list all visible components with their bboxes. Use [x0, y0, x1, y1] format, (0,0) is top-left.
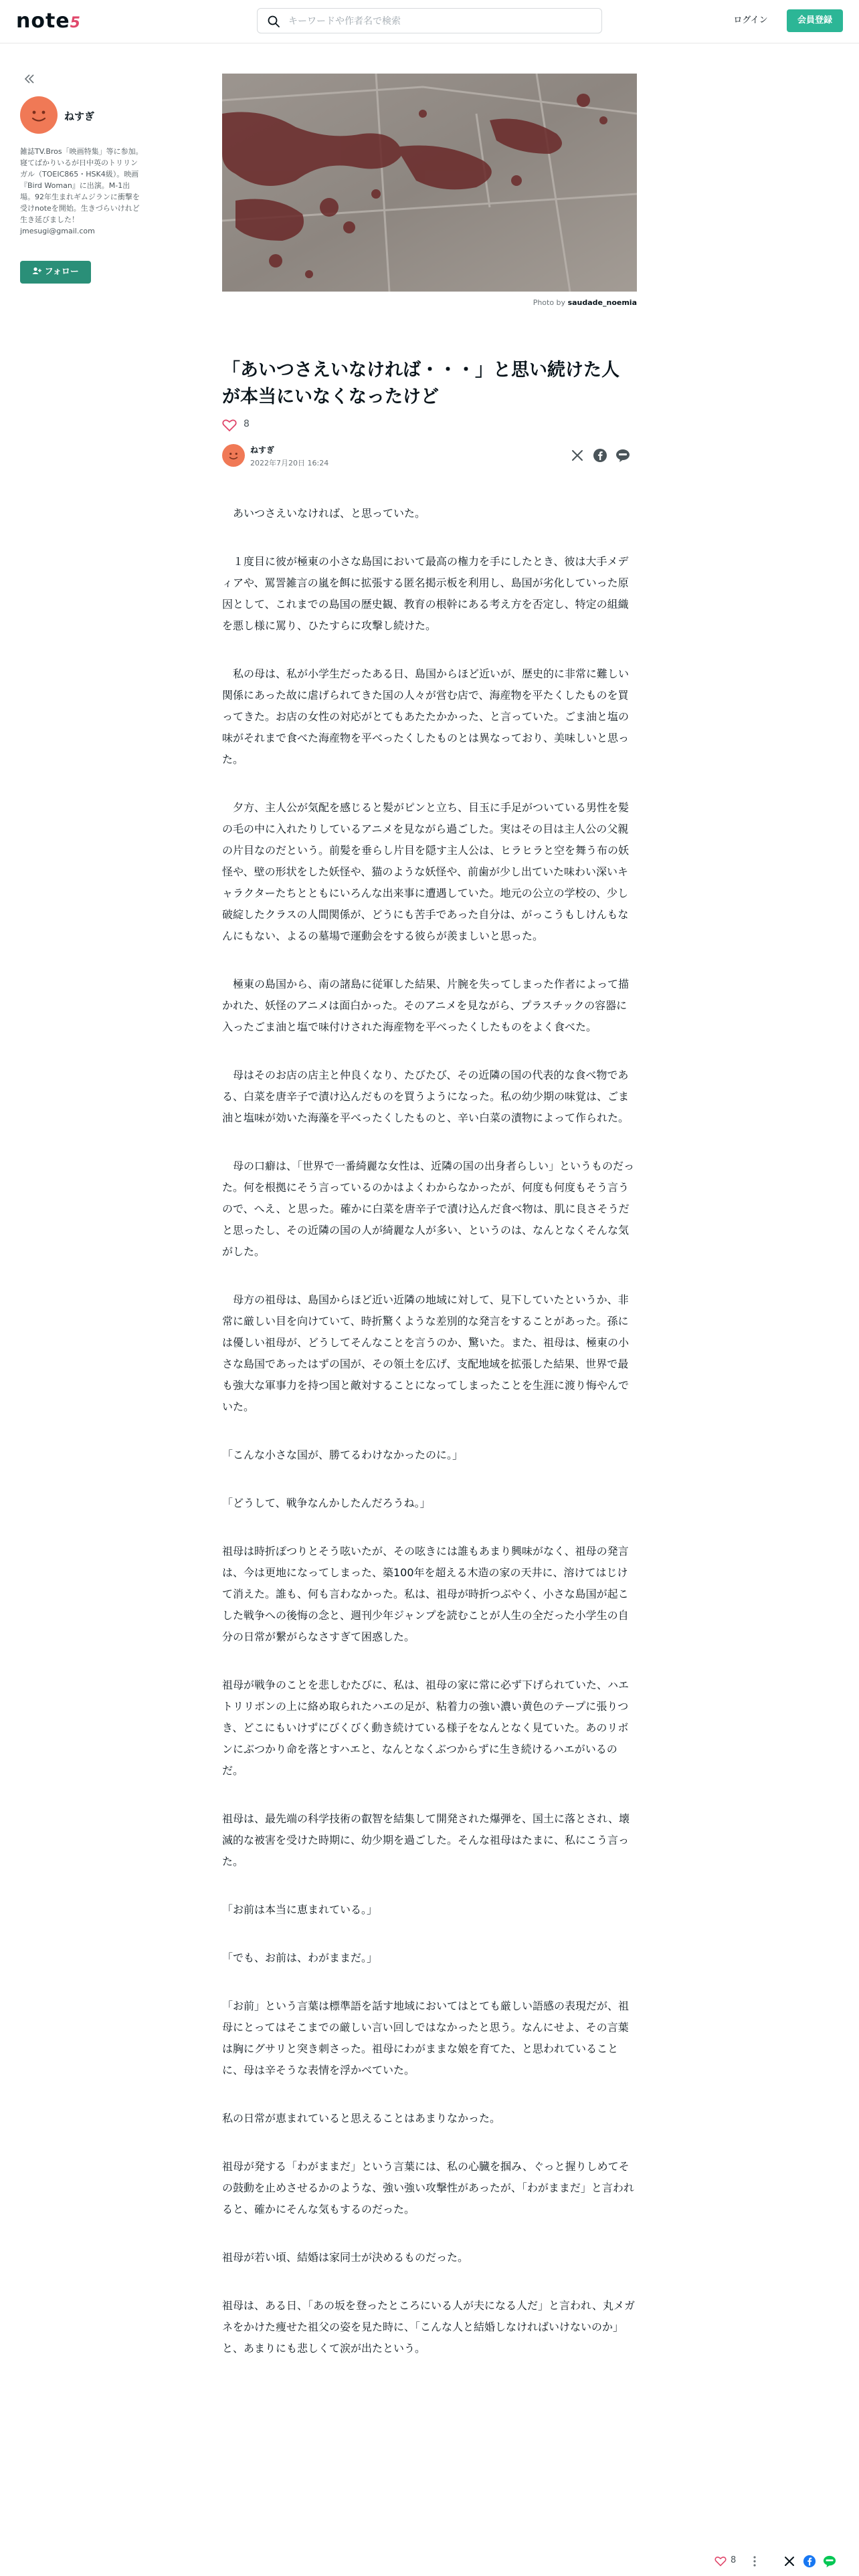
article-paragraph: 祖母が戦争のことを悲しむたびに、私は、祖母の家に常に必ず下げられていた、ハエトリリボンの上に絡め取られたハエの足が、粘着力の強い濃い黄色のテープに張りつき、どこにもいけずにびくびく動き続けている様子をなんとなく見ていた。あのリボンにぶつかり命を落とすハエと、なんとなくぶつからずに生き続けるハエがいるのだ。 [222, 1679, 630, 1777]
photo-credit-name[interactable]: saudade_noemia [567, 298, 637, 307]
search-input[interactable] [287, 13, 584, 30]
meta-author-name[interactable]: ねすぎ [250, 445, 275, 455]
sidebar-author-name[interactable]: ねすぎ [64, 110, 95, 122]
floating-x-share-icon[interactable] [783, 2555, 796, 2568]
article-title: 「あいつさえいなければ・・・」と思い続けた人が本当にいなくなったけど [222, 360, 619, 407]
article-paragraph: 祖母が発する「わがままだ」という言葉には、私の心臓を掴み、ぐっと握りしめてその鼓動を止めさせるかのような、強い強い攻撃性があったが、「わがままだ」と言われると、確かにそんな気もするのだった。 [222, 2160, 634, 2216]
photo-credit [401, 298, 637, 307]
signup-button[interactable]: 会員登録 [787, 9, 843, 32]
logo-anniversary-mark: 5 [70, 15, 81, 31]
photo-credit-prefix: Photo by [533, 298, 566, 307]
article-paragraph: １度目に彼が極東の小さな島国において最高の権力を手にしたとき、彼は大手メディアや、罵詈雑言の嵐を餌に拡張する匿名掲示板を利用し、島国が劣化していった原因として、これまでの島国の歴史観、教育の根幹にある考え方を否定し、特定の組織を悪し様に罵り、ひたすらに攻撃し続けた。 [222, 555, 629, 632]
article-paragraph: 「こんな小さな国が、勝てるわけなかったのに。」 [222, 1448, 464, 1461]
article-paragraph: 私の日常が恵まれていると思えることはあまりなかった。 [222, 2112, 501, 2125]
article-paragraph: 母はそのお店の店主と仲良くなり、たびたび、その近隣の国の代表的な食べ物である、白菜を唐辛子で漬け込んだものを買うようになった。私の幼少期の味覚は、ごま油と塩味が効いた海藻を平べったくしたものと、辛い白菜の漬物によって作られた。 [222, 1069, 630, 1124]
article-paragraph: 夕方、主人公が気配を感じると髪がピンと立ち、目玉に手足がついている男性を髪の毛の中に入れたりしているアニメを見ながら過ごした。実はその目は主人公の父親の片目なのだという。前髪を垂らし片目を隠す主人公は、ヒラヒラと空を舞う布の妖怪や、壁の形状をした妖怪や、猫のような妖怪や、前歯が少し出ていた味わい深いキャラクターたちとともにいろんな出来事に遭遇していた。地元の公立の学校の、少し破綻したクラスの人間関係が、どうにも苦手であった自分は、がっこうもしけんもなんにもない、よるの墓場で運動会をする彼らが羨ましいと思った。 [222, 801, 630, 942]
floating-heart-icon[interactable] [714, 2556, 727, 2567]
article-body [222, 503, 637, 2386]
login-button[interactable]: ログイン [733, 15, 768, 25]
author-avatar[interactable] [20, 96, 58, 134]
follow-button[interactable] [20, 261, 91, 284]
x-share-icon[interactable] [570, 448, 585, 463]
note-logo[interactable] [16, 9, 81, 33]
floating-like-count: 8 [731, 2555, 737, 2565]
article-paragraph: あいつさえいなければ、と思っていた。 [222, 507, 426, 520]
floating-action-bar [708, 2548, 859, 2575]
article-paragraph: 母方の祖母は、島国からほど近い近隣の地域に対して、見下していたというか、非常に厳しい目を向けていて、時折驚くような差別的な発言をすることがあった。孫には優しい祖母が、どうしてそんなことを言うのか、驚いた。また、祖母は、極東の小さな島国であったはずの国が、その領土を広げ、支配地域を拡張した結果、世界で最も強大な軍事力を持つ国と敵対することになってしまったことを生涯に渡り悔やんでいた。 [222, 1293, 630, 1413]
article-paragraph: 祖母が若い頃、結婚は家同士が決めるものだった。 [222, 2251, 469, 2264]
article-paragraph: 「お前」という言葉は標準語を話す地域においてはとても厳しい語感の表現だが、祖母にとってはそこまでの厳しい言い回しではなかったと思う。なんにせよ、その言葉は胸にグサリと突き刺さった。祖母にわがままな娘を育てた、と思われていることに、母は辛そうな表情を浮かべていた。 [222, 2000, 630, 2076]
floating-facebook-share-icon[interactable] [803, 2555, 816, 2568]
article-paragraph: 祖母は、最先端の科学技術の叡智を結集して開発された爆弾を、国土に落とされ、壊滅的な被害を受けた時期に、幼少期を過ごした。そんな祖母はたまに、私にこう言った。 [222, 1812, 630, 1868]
hero-image [222, 74, 637, 292]
article-paragraph: 祖母は、ある日、「あの坂を登ったところにいる人が夫になる人だ」と言われ、丸メガネをかけた痩せた祖父の姿を見た時に、「こんな人と結婚しなければいけないのか」と、あまりにも悲しくて涙が出たという。 [222, 2299, 635, 2355]
avatar-face-icon [222, 444, 245, 467]
article-paragraph: 私の母は、私が小学生だったある日、島国からほど近いが、歴史的に非常に難しい関係にあった故に虐げられてきた国の人々が営む店で、海産物を平たくしたものを買ってきた。お店の女性の対応がとてもあたたかかった、と言っていた。ごま油と塩の味がそれまで食べた海産物を平べったくしたものとは異なっており、美味しいと思った。 [222, 667, 630, 766]
author-bio: 雑誌TV.Bros「映画特集」等に参加。寝てばかりいるが日中英のトリリンガル（TOEIC865・HSK4級）。映画『Bird Woman』に出演。M-1出場。92年生まれギムジランに衝撃を受けnoteを開始。生きづらいけれど生き延びました！ jmesugi@gmail.com [20, 147, 143, 235]
collapse-sidebar-icon[interactable] [21, 71, 37, 87]
search-icon [267, 15, 280, 28]
search-box[interactable] [257, 8, 602, 33]
facebook-share-icon[interactable] [593, 448, 607, 463]
article-paragraph: 祖母は時折ぽつりとそう呟いたが、その呟きには誰もあまり興味がなく、祖母の発言は、今は更地になってしまった、築100年を超える木造の家の天井に、溶けてはじけて消えた。誰も、何も言わなかった。私は、祖母が時折つぶやく、小さな島国が起こした戦争への後悔の念と、週刊少年ジャンプを読むことが人生の全だった小学生の自分の日常が繋がらなさすぎて困惑した。 [222, 1545, 629, 1643]
line-share-icon[interactable] [615, 448, 630, 463]
add-user-icon [32, 267, 41, 275]
article-paragraph: 「でも、お前は、わがままだ。」 [222, 1951, 378, 1964]
pavement-bloodstain-photo [222, 74, 637, 292]
article-paragraph: 極東の島国から、南の諸島に従軍した結果、片腕を失ってしまった作者によって描かれた、妖怪のアニメは面白かった。そのアニメを見ながら、プラスチックの容器に入ったごま油と塩で味付けされた海産物を平べったくしたものをよく食べた。 [222, 978, 630, 1033]
article-paragraph: 「どうして、戦争なんかしたんだろうね。」 [222, 1497, 431, 1509]
follow-label: フォロー [44, 267, 79, 277]
floating-menu-icon[interactable] [748, 2555, 761, 2568]
meta-author-avatar[interactable] [222, 444, 245, 467]
logo-text: note [16, 9, 70, 33]
article-paragraph: 母の口癖は、「世界で一番綺麗な女性は、近隣の国の出身者らしい」というものだった。何を根拠にそう言っているのかはよくわからなかったが、何度も何度もそう言うので、へえ、と思った。確かに白菜を唐辛子で漬け込んだ食べ物は、肌に良さそうだと思ったし、その近隣の国の人が綺麗な人が多い、というのは、なんとなくそんな気がした。 [222, 1160, 635, 1258]
like-count: 8 [244, 419, 250, 429]
article-paragraph: 「お前は本当に恵まれている。」 [222, 1903, 378, 1916]
publish-date: 2022年7月20日 16:24 [250, 459, 329, 467]
floating-line-share-icon[interactable] [823, 2555, 836, 2568]
heart-icon[interactable] [222, 419, 237, 432]
site-header [0, 0, 859, 43]
avatar-face-icon [20, 96, 58, 134]
